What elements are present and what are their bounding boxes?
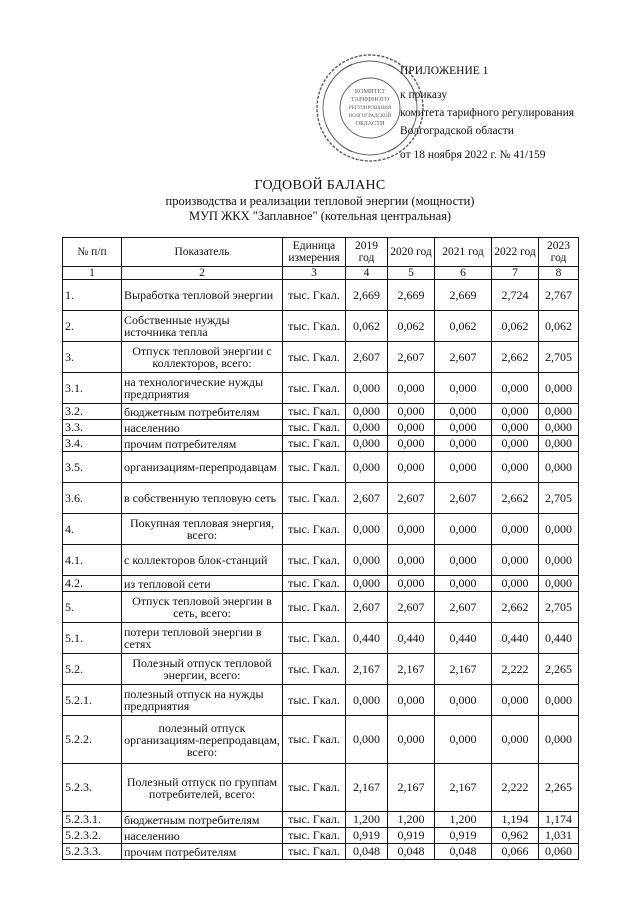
row-value-2023: 0,000 xyxy=(539,545,579,576)
row-number: 5.2.3. xyxy=(63,764,122,812)
row-number: 3.3. xyxy=(63,420,122,436)
row-value-2019: 0,919 xyxy=(346,828,388,844)
row-number: 2. xyxy=(63,311,122,342)
column-number: 5 xyxy=(388,267,435,280)
row-value-2020: 0,000 xyxy=(388,404,435,420)
table-row xyxy=(63,311,579,342)
table-row xyxy=(63,592,579,623)
row-value-2023: 0,000 xyxy=(539,404,579,420)
row-value-2019: 2,167 xyxy=(346,764,388,812)
table-row xyxy=(63,404,579,420)
row-value-2019: 2,607 xyxy=(346,342,388,373)
row-number: 3.4. xyxy=(63,436,122,452)
table-row xyxy=(63,452,579,483)
table-row xyxy=(63,420,579,436)
table-row xyxy=(63,654,579,685)
table-row xyxy=(63,280,579,311)
appendix-line-committee: комитета тарифного регулирования xyxy=(400,107,575,119)
row-value-2020: 0,000 xyxy=(388,436,435,452)
row-value-2019: 0,440 xyxy=(346,623,388,654)
document-subtitle-2: МУП ЖКХ "Заплавное" (котельная центральная) xyxy=(188,209,452,223)
row-value-2021: 2,607 xyxy=(435,483,492,514)
row-value-2020: 0,062 xyxy=(388,311,435,342)
row-value-2019: 0,000 xyxy=(346,545,388,576)
row-value-2020: 0,000 xyxy=(388,576,435,592)
row-unit: тыс. Гкал. xyxy=(283,812,346,828)
row-value-2019: 1,200 xyxy=(346,812,388,828)
row-value-2021: 0,062 xyxy=(435,311,492,342)
row-value-2023: 2,767 xyxy=(539,280,579,311)
column-number-row xyxy=(63,267,579,280)
row-value-2021: 1,200 xyxy=(435,812,492,828)
row-value-2020: 2,607 xyxy=(388,342,435,373)
balance-table xyxy=(62,237,579,860)
row-value-2019: 0,000 xyxy=(346,576,388,592)
row-indicator: Полезный отпуск по группам потребителей, всего: xyxy=(122,764,283,812)
row-number: 3.5. xyxy=(63,452,122,483)
header-num: № п/п xyxy=(63,238,122,267)
document-title-block xyxy=(0,178,640,224)
row-value-2019: 0,062 xyxy=(346,311,388,342)
row-value-2020: 1,200 xyxy=(388,812,435,828)
row-indicator: Собственные нужды источника тепла xyxy=(122,311,283,342)
row-unit: тыс. Гкал. xyxy=(283,545,346,576)
table-row xyxy=(63,764,579,812)
row-value-2021: 0,000 xyxy=(435,685,492,716)
row-value-2020: 0,000 xyxy=(388,545,435,576)
row-value-2021: 2,669 xyxy=(435,280,492,311)
row-number: 5.2.1. xyxy=(63,685,122,716)
row-indicator: Выработка тепловой энергии xyxy=(122,280,283,311)
row-number: 1. xyxy=(63,280,122,311)
header-2020: 2020 год xyxy=(388,238,435,267)
row-value-2023: 2,705 xyxy=(539,483,579,514)
row-value-2020: 2,607 xyxy=(388,592,435,623)
row-value-2020: 2,607 xyxy=(388,483,435,514)
column-number: 8 xyxy=(539,267,579,280)
row-indicator: прочим потребителям xyxy=(122,844,283,860)
row-indicator: прочим потребителям xyxy=(122,436,283,452)
stamp-line-1: КОМИТЕТ xyxy=(354,88,386,95)
row-value-2020: 0,000 xyxy=(388,452,435,483)
row-value-2019: 2,167 xyxy=(346,654,388,685)
row-value-2022: 0,000 xyxy=(492,576,539,592)
row-value-2021: 0,000 xyxy=(435,576,492,592)
row-indicator: Отпуск тепловой энергии в сеть, всего: xyxy=(122,592,283,623)
row-value-2020: 2,167 xyxy=(388,654,435,685)
column-number: 6 xyxy=(435,267,492,280)
stamp-line-2: ТАРИФНОГО xyxy=(350,96,390,103)
row-value-2022: 0,066 xyxy=(492,844,539,860)
row-indicator: бюджетным потребителям xyxy=(122,404,283,420)
column-number: 1 xyxy=(63,267,122,280)
row-number: 3. xyxy=(63,342,122,373)
row-value-2022: 0,000 xyxy=(492,452,539,483)
appendix-line-date: от 18 ноября 2022 г. № 41/159 xyxy=(400,149,546,161)
row-value-2021: 0,000 xyxy=(435,514,492,545)
document-subtitle-1: производства и реализации тепловой энергии (мощности) xyxy=(165,194,475,208)
header-indicator: Показатель xyxy=(122,238,283,267)
row-value-2021: 0,000 xyxy=(435,404,492,420)
row-number: 4. xyxy=(63,514,122,545)
column-number: 3 xyxy=(283,267,346,280)
row-value-2023: 0,062 xyxy=(539,311,579,342)
row-number: 5. xyxy=(63,592,122,623)
row-unit: тыс. Гкал. xyxy=(283,342,346,373)
row-value-2023: 2,705 xyxy=(539,342,579,373)
row-value-2022: 0,000 xyxy=(492,685,539,716)
row-value-2022: 0,440 xyxy=(492,623,539,654)
row-value-2021: 0,048 xyxy=(435,844,492,860)
table-row xyxy=(63,342,579,373)
row-value-2022: 0,000 xyxy=(492,716,539,764)
row-value-2021: 0,000 xyxy=(435,436,492,452)
table-row xyxy=(63,576,579,592)
row-value-2020: 0,000 xyxy=(388,373,435,404)
table-row xyxy=(63,844,579,860)
row-value-2019: 0,000 xyxy=(346,452,388,483)
row-value-2023: 0,000 xyxy=(539,716,579,764)
table-row xyxy=(63,828,579,844)
row-value-2022: 0,000 xyxy=(492,420,539,436)
row-unit: тыс. Гкал. xyxy=(283,311,346,342)
row-unit: тыс. Гкал. xyxy=(283,576,346,592)
row-unit: тыс. Гкал. xyxy=(283,514,346,545)
row-value-2019: 2,669 xyxy=(346,280,388,311)
row-value-2021: 0,000 xyxy=(435,373,492,404)
table-row xyxy=(63,545,579,576)
row-value-2020: 0,440 xyxy=(388,623,435,654)
row-number: 4.1. xyxy=(63,545,122,576)
row-unit: тыс. Гкал. xyxy=(283,844,346,860)
row-value-2021: 0,919 xyxy=(435,828,492,844)
row-value-2023: 0,000 xyxy=(539,685,579,716)
row-number: 5.2.3.1. xyxy=(63,812,122,828)
row-value-2023: 0,000 xyxy=(539,436,579,452)
row-value-2019: 0,000 xyxy=(346,404,388,420)
row-value-2022: 2,724 xyxy=(492,280,539,311)
row-value-2019: 0,000 xyxy=(346,420,388,436)
row-indicator: организациям-перепродавцам xyxy=(122,452,283,483)
row-number: 5.1. xyxy=(63,623,122,654)
header-2022: 2022 год xyxy=(492,238,539,267)
row-value-2020: 0,048 xyxy=(388,844,435,860)
row-value-2022: 0,062 xyxy=(492,311,539,342)
row-value-2023: 2,705 xyxy=(539,592,579,623)
row-indicator: полезный отпуск на нужды предприятия xyxy=(122,685,283,716)
row-number: 5.2. xyxy=(63,654,122,685)
row-value-2021: 2,167 xyxy=(435,654,492,685)
table-row xyxy=(63,685,579,716)
row-value-2022: 0,000 xyxy=(492,436,539,452)
row-number: 5.2.2. xyxy=(63,716,122,764)
row-value-2022: 2,662 xyxy=(492,592,539,623)
row-value-2021: 0,440 xyxy=(435,623,492,654)
row-value-2023: 2,265 xyxy=(539,764,579,812)
row-value-2023: 0,000 xyxy=(539,514,579,545)
row-value-2021: 2,167 xyxy=(435,764,492,812)
row-value-2019: 2,607 xyxy=(346,592,388,623)
row-unit: тыс. Гкал. xyxy=(283,420,346,436)
row-unit: тыс. Гкал. xyxy=(283,592,346,623)
row-value-2021: 0,000 xyxy=(435,420,492,436)
row-value-2021: 0,000 xyxy=(435,716,492,764)
row-value-2023: 1,031 xyxy=(539,828,579,844)
row-value-2020: 2,167 xyxy=(388,764,435,812)
row-value-2022: 2,662 xyxy=(492,342,539,373)
column-number: 7 xyxy=(492,267,539,280)
row-value-2022: 0,000 xyxy=(492,373,539,404)
row-value-2022: 2,222 xyxy=(492,764,539,812)
row-unit: тыс. Гкал. xyxy=(283,280,346,311)
stamp-line-5: ОБЛАСТИ xyxy=(355,120,385,127)
table-row xyxy=(63,514,579,545)
row-unit: тыс. Гкал. xyxy=(283,764,346,812)
table-row xyxy=(63,812,579,828)
table-row xyxy=(63,436,579,452)
appendix-title: ПРИЛОЖЕНИЕ 1 xyxy=(400,65,489,77)
row-number: 5.2.3.3. xyxy=(63,844,122,860)
row-value-2020: 0,000 xyxy=(388,716,435,764)
row-unit: тыс. Гкал. xyxy=(283,373,346,404)
row-value-2023: 0,000 xyxy=(539,373,579,404)
row-unit: тыс. Гкал. xyxy=(283,623,346,654)
row-value-2023: 0,440 xyxy=(539,623,579,654)
header-unit: Единица измерения xyxy=(283,238,346,267)
row-indicator: населению xyxy=(122,828,283,844)
row-indicator: на технологические нужды предприятия xyxy=(122,373,283,404)
header-2019: 2019 год xyxy=(346,238,388,267)
row-value-2021: 0,000 xyxy=(435,545,492,576)
document-title: ГОДОВОЙ БАЛАНС xyxy=(254,178,386,193)
row-indicator: населению xyxy=(122,420,283,436)
row-value-2022: 1,194 xyxy=(492,812,539,828)
row-unit: тыс. Гкал. xyxy=(283,483,346,514)
row-value-2020: 2,669 xyxy=(388,280,435,311)
row-value-2022: 0,000 xyxy=(492,514,539,545)
row-indicator: из тепловой сети xyxy=(122,576,283,592)
row-indicator: Покупная тепловая энергия, всего: xyxy=(122,514,283,545)
row-value-2023: 2,265 xyxy=(539,654,579,685)
stamp-line-4: ВОЛГОГРАДСКОЙ xyxy=(348,114,392,119)
row-number: 5.2.3.2. xyxy=(63,828,122,844)
row-indicator: с коллекторов блок-станций xyxy=(122,545,283,576)
table-row xyxy=(63,483,579,514)
table-row xyxy=(63,716,579,764)
row-value-2019: 0,000 xyxy=(346,373,388,404)
appendix-block xyxy=(400,62,574,164)
row-value-2021: 2,607 xyxy=(435,592,492,623)
row-number: 4.2. xyxy=(63,576,122,592)
row-value-2020: 0,919 xyxy=(388,828,435,844)
table-header-row xyxy=(63,238,579,267)
row-indicator: полезный отпуск организациям-перепродавцам, всего: xyxy=(122,716,283,764)
row-value-2022: 2,662 xyxy=(492,483,539,514)
appendix-line-order: к приказу xyxy=(400,89,448,101)
row-value-2023: 1,174 xyxy=(539,812,579,828)
column-number: 4 xyxy=(346,267,388,280)
row-unit: тыс. Гкал. xyxy=(283,404,346,420)
row-indicator: в собственную тепловую сеть xyxy=(122,483,283,514)
row-value-2019: 0,000 xyxy=(346,685,388,716)
table-row xyxy=(63,373,579,404)
header-2021: 2021 год xyxy=(435,238,492,267)
row-value-2022: 0,000 xyxy=(492,404,539,420)
row-indicator: потери тепловой энергии в сетях xyxy=(122,623,283,654)
row-value-2019: 0,000 xyxy=(346,436,388,452)
row-unit: тыс. Гкал. xyxy=(283,654,346,685)
row-number: 3.6. xyxy=(63,483,122,514)
header-2023: 2023 год xyxy=(539,238,579,267)
row-unit: тыс. Гкал. xyxy=(283,436,346,452)
row-value-2021: 0,000 xyxy=(435,452,492,483)
row-indicator: Отпуск тепловой энергии с коллекторов, всего: xyxy=(122,342,283,373)
row-value-2019: 0,000 xyxy=(346,716,388,764)
row-value-2020: 0,000 xyxy=(388,420,435,436)
row-value-2023: 0,000 xyxy=(539,452,579,483)
row-unit: тыс. Гкал. xyxy=(283,452,346,483)
row-value-2023: 0,060 xyxy=(539,844,579,860)
row-value-2020: 0,000 xyxy=(388,514,435,545)
row-value-2022: 2,222 xyxy=(492,654,539,685)
row-value-2019: 2,607 xyxy=(346,483,388,514)
row-indicator: бюджетным потребителям xyxy=(122,812,283,828)
row-value-2019: 0,048 xyxy=(346,844,388,860)
row-number: 3.2. xyxy=(63,404,122,420)
row-value-2022: 0,962 xyxy=(492,828,539,844)
table-row xyxy=(63,623,579,654)
row-value-2019: 0,000 xyxy=(346,514,388,545)
row-indicator: Полезный отпуск тепловой энергии, всего: xyxy=(122,654,283,685)
row-value-2020: 0,000 xyxy=(388,685,435,716)
appendix-line-region: Волгоградской области xyxy=(400,125,514,137)
row-number: 3.1. xyxy=(63,373,122,404)
row-value-2022: 0,000 xyxy=(492,545,539,576)
column-number: 2 xyxy=(122,267,283,280)
row-unit: тыс. Гкал. xyxy=(283,685,346,716)
row-value-2023: 0,000 xyxy=(539,420,579,436)
row-unit: тыс. Гкал. xyxy=(283,828,346,844)
row-value-2021: 2,607 xyxy=(435,342,492,373)
row-unit: тыс. Гкал. xyxy=(283,716,346,764)
row-value-2023: 0,000 xyxy=(539,576,579,592)
stamp-line-3: РЕГУЛИРОВАНИЯ xyxy=(348,106,392,111)
